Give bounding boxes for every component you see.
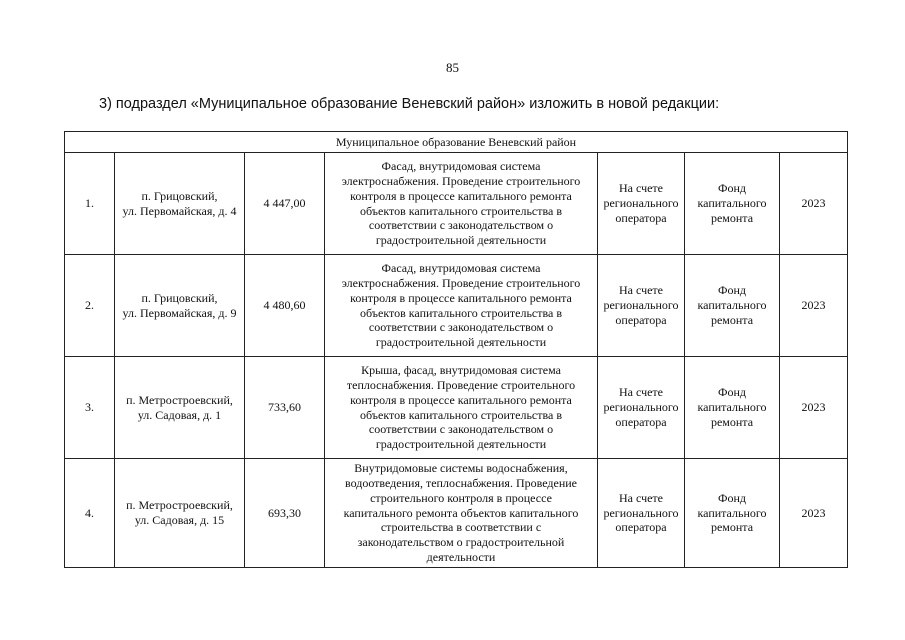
account-cell-line: На счете bbox=[618, 385, 663, 400]
account-cell bbox=[598, 459, 685, 568]
works-cell-line: объектов капитального строительства в bbox=[360, 305, 562, 320]
table-row bbox=[65, 153, 848, 255]
works-cell-line: объектов капитального строительства в bbox=[360, 203, 562, 218]
row-number: 1. bbox=[65, 153, 115, 255]
year-cell: 2023 bbox=[780, 255, 848, 357]
fund-cell-line: капитального bbox=[697, 298, 767, 313]
works-cell-line: Фасад, внутридомовая система bbox=[381, 159, 541, 174]
works-cell bbox=[325, 459, 598, 568]
fund-cell bbox=[685, 153, 780, 255]
cost-cell: 4 447,00 bbox=[245, 153, 325, 255]
works-cell bbox=[325, 255, 598, 357]
account-cell-line: регионального bbox=[603, 196, 679, 211]
cost-cell: 693,30 bbox=[245, 459, 325, 568]
repair-table bbox=[64, 131, 848, 568]
works-cell-line: градостроительной деятельности bbox=[375, 437, 547, 452]
works-cell-line: водоотведения, теплоснабжения. Проведение bbox=[344, 476, 577, 490]
works-cell-line: соответствии с законодательством о bbox=[368, 320, 554, 335]
intro-paragraph: 3) подраздел «Муниципальное образование Веневский район» изложить в новой редакции: bbox=[99, 96, 720, 112]
address-cell-line: п. Грицовский, bbox=[141, 188, 218, 203]
fund-cell-line: ремонта bbox=[710, 312, 754, 327]
works-cell-line: контроля в процессе капитального ремонта bbox=[350, 188, 572, 203]
account-cell bbox=[598, 153, 685, 255]
works-cell-line: электроснабжения. Проведение строительного bbox=[341, 275, 581, 290]
fund-cell bbox=[685, 459, 780, 568]
account-cell bbox=[598, 357, 685, 459]
fund-cell-line: ремонта bbox=[710, 210, 754, 225]
year-cell: 2023 bbox=[780, 357, 848, 459]
works-cell-line: строительного контроля в процессе bbox=[370, 490, 552, 505]
address-cell-line: п. Метростроевский, bbox=[126, 498, 233, 513]
fund-cell-line: ремонта bbox=[710, 520, 754, 535]
works-cell-line: строительства в соответствии с bbox=[380, 520, 542, 535]
row-number: 3. bbox=[65, 357, 115, 459]
works-cell-line: законодательством о градостроительной bbox=[357, 535, 565, 550]
works-cell-line: контроля в процессе капитального ремонта bbox=[350, 290, 572, 305]
fund-cell-line: Фонд bbox=[717, 283, 746, 298]
year-cell: 2023 bbox=[780, 153, 848, 255]
account-cell-line: На счете bbox=[618, 490, 663, 505]
fund-cell-line: Фонд bbox=[717, 490, 746, 505]
account-cell-line: На счете bbox=[618, 283, 663, 298]
address-cell bbox=[115, 459, 245, 568]
address-cell-line: ул. Первомайская, д. 9 bbox=[122, 305, 237, 320]
fund-cell-line: капитального bbox=[697, 400, 767, 415]
table-row bbox=[65, 459, 848, 568]
works-cell-line: Внутридомовые системы водоснабжения, bbox=[354, 461, 568, 476]
page-number: 85 bbox=[446, 60, 459, 75]
address-cell-line: п. Метростроевский, bbox=[126, 392, 233, 407]
account-cell-line: регионального bbox=[603, 400, 679, 415]
address-cell bbox=[115, 357, 245, 459]
fund-cell-line: Фонд bbox=[717, 181, 746, 196]
fund-cell-line: Фонд bbox=[717, 385, 746, 400]
address-cell-line: п. Грицовский, bbox=[141, 290, 218, 305]
address-cell bbox=[115, 153, 245, 255]
works-cell-line: электроснабжения. Проведение строительного bbox=[341, 173, 581, 188]
account-cell-line: оператора bbox=[615, 414, 667, 429]
account-cell-line: регионального bbox=[603, 505, 679, 520]
cost-cell: 4 480,60 bbox=[245, 255, 325, 357]
account-cell-line: оператора bbox=[615, 520, 667, 535]
address-cell bbox=[115, 255, 245, 357]
table-row bbox=[65, 357, 848, 459]
works-cell-line: объектов капитального строительства в bbox=[360, 407, 562, 422]
works-cell-line: соответствии с законодательством о bbox=[368, 422, 554, 437]
table-row bbox=[65, 255, 848, 357]
works-cell-line: градостроительной деятельности bbox=[375, 233, 547, 248]
works-cell-line: теплоснабжения. Проведение строительного bbox=[346, 377, 576, 392]
works-cell bbox=[325, 357, 598, 459]
account-cell-line: На счете bbox=[618, 181, 663, 196]
address-cell-line: ул. Садовая, д. 15 bbox=[134, 513, 225, 527]
address-cell-line: ул. Первомайская, д. 4 bbox=[122, 203, 237, 218]
account-cell-line: оператора bbox=[615, 210, 667, 225]
works-cell-line: контроля в процессе капитального ремонта bbox=[350, 392, 572, 407]
row-number: 4. bbox=[65, 459, 115, 568]
works-cell-line: капитального ремонта объектов капитального bbox=[343, 505, 579, 520]
fund-cell-line: ремонта bbox=[710, 414, 754, 429]
works-cell-line: соответствии с законодательством о bbox=[368, 218, 554, 233]
account-cell bbox=[598, 255, 685, 357]
year-cell: 2023 bbox=[780, 459, 848, 568]
row-number: 2. bbox=[65, 255, 115, 357]
fund-cell-line: капитального bbox=[697, 196, 767, 211]
cost-cell: 733,60 bbox=[245, 357, 325, 459]
fund-cell bbox=[685, 255, 780, 357]
works-cell bbox=[325, 153, 598, 255]
fund-cell bbox=[685, 357, 780, 459]
fund-cell-line: капитального bbox=[697, 505, 767, 520]
account-cell-line: оператора bbox=[615, 312, 667, 327]
account-cell-line: регионального bbox=[603, 298, 679, 313]
works-cell-line: деятельности bbox=[426, 549, 496, 564]
works-cell-line: Фасад, внутридомовая система bbox=[381, 261, 541, 276]
works-cell-line: градостроительной деятельности bbox=[375, 335, 547, 350]
address-cell-line: ул. Садовая, д. 1 bbox=[137, 407, 222, 422]
section-title: Муниципальное образование Веневский район bbox=[65, 132, 848, 153]
works-cell-line: Крыша, фасад, внутридомовая система bbox=[361, 363, 561, 378]
